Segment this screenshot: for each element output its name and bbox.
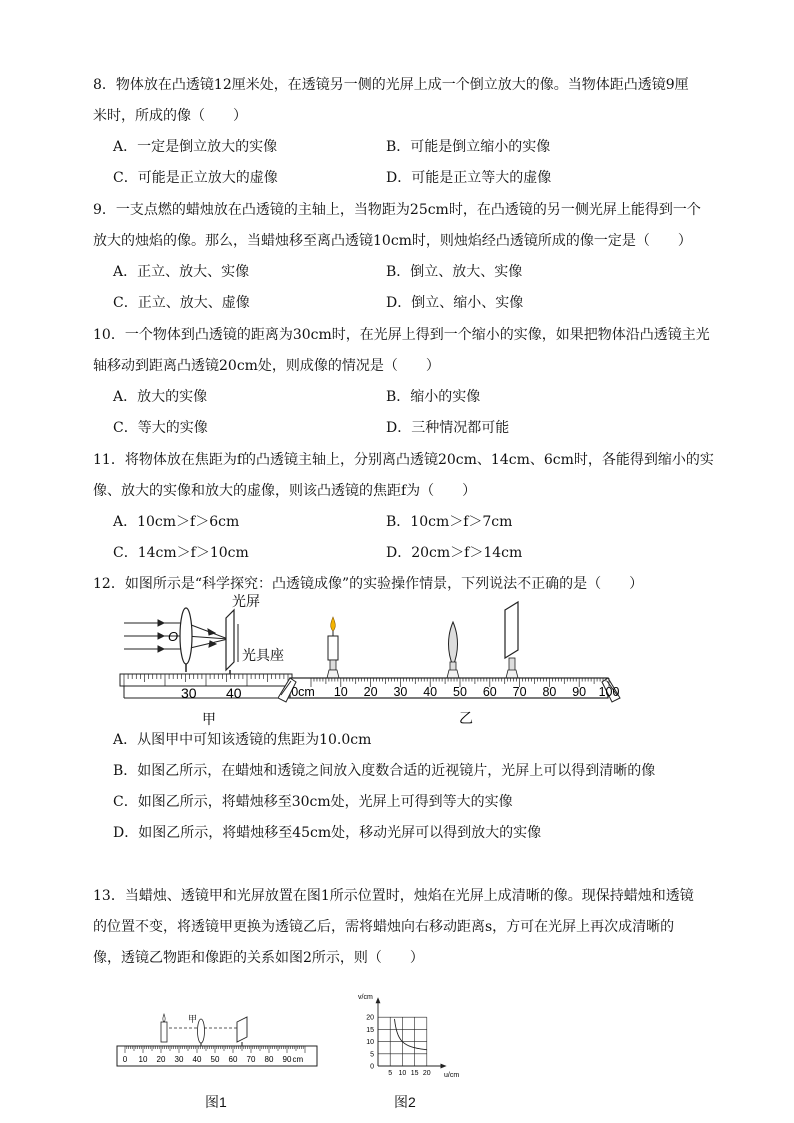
q11-line-2: 像、放大的实像和放大的虚像，则该凸透镜的焦距f为（ ） [93, 483, 477, 499]
q11-option-b: B．10cm＞f＞7cm [386, 514, 513, 530]
q10-option-b: B．缩小的实像 [386, 389, 481, 405]
v-axis-arrow [376, 998, 380, 1003]
figure-12-jia [118, 592, 298, 727]
ruler-tick-40: 40 [226, 685, 242, 701]
bench-tick-label: 70 [512, 685, 527, 699]
bench-tick-label: 0cm [291, 685, 315, 699]
v-tick-label: 5 [370, 1051, 374, 1059]
q9-option-a: A．正立、放大、实像 [113, 264, 250, 280]
ruler-tick-label: 60 [228, 1055, 238, 1064]
q13-line-1: 13．当蜡烛、透镜甲和光屏放置在图1所示位置时，烛焰在光屏上成清晰的像。现保持蜡烛和透镜 [93, 888, 694, 904]
v-tick-label: 10 [366, 1039, 374, 1047]
q8-option-b: B．可能是倒立缩小的实像 [386, 139, 551, 155]
u-tick-label: 20 [422, 1070, 431, 1077]
bench-tick-label: 30 [393, 685, 408, 699]
lens-jia [198, 1019, 205, 1043]
q9-option-d: D．倒立、缩小、实像 [386, 295, 524, 311]
figure-caption-2: 图2 [394, 1094, 416, 1110]
light-screen [226, 610, 234, 670]
ruler-tick-label: 90 [282, 1055, 292, 1064]
u-tick-label: 15 [410, 1070, 419, 1077]
q13-line-3: 像，透镜乙物距和像距的关系如图2所示，则（ ） [93, 950, 424, 966]
q13-line-2: 的位置不变，将透镜甲更换为透镜乙后，需将蜡烛向右移动距离s，方可在光屏上再次成清晰的 [93, 919, 675, 935]
q8-option-a: A．一定是倒立放大的实像 [113, 139, 278, 155]
light-screen [237, 1017, 247, 1042]
ruler-tick-label: 20 [156, 1055, 166, 1064]
optical-center-label: O [168, 629, 179, 644]
candle [161, 1014, 167, 1042]
v-tick-label: 0 [370, 1063, 374, 1071]
v-tick-label: 15 [366, 1026, 374, 1034]
q9-option-b: B．倒立、放大、实像 [386, 264, 523, 280]
q12-option-d: D．如图乙所示，将蜡烛移至45cm处，移动光屏可以得到放大的实像 [113, 825, 542, 841]
bench-tick-label: 20 [363, 685, 378, 699]
q12-option-a: A．从图甲中可知该透镜的焦距为10.0cm [113, 732, 372, 748]
q10-option-d: D．三种情况都可能 [386, 420, 510, 436]
bench-tick-label: 80 [542, 685, 557, 699]
ruler-tick-label: 70 [246, 1055, 256, 1064]
q8-line-2: 米时，所成的像（ ） [93, 108, 247, 124]
ruler-tick-label: 0 [122, 1055, 128, 1064]
ruler-tick-label: 40 [192, 1055, 202, 1064]
bench-tick-label: 40 [423, 685, 438, 699]
q9-line-1: 9．一支点燃的蜡烛放在凸透镜的主轴上，当物距为25cm时，在凸透镜的另一侧光屏上能得到一个 [93, 202, 701, 218]
q11-option-c: C．14cm＞f＞10cm [113, 545, 249, 561]
v-tick-label: 20 [366, 1014, 374, 1022]
figure-caption-jia: 甲 [202, 711, 216, 727]
q12-line-1: 12．如图所示是“科学探究：凸透镜成像”的实验操作情景，下列说法不正确的是（ ） [93, 576, 644, 592]
bench-holders [327, 670, 518, 678]
q11-option-a: A．10cm＞f＞6cm [113, 514, 240, 530]
q8-option-c: C．可能是正立放大的虚像 [113, 170, 278, 186]
u-tick-label: 5 [388, 1070, 393, 1077]
bench-tick-label: 50 [453, 685, 467, 699]
u-v-curve [394, 1019, 426, 1050]
figure-13-2 [352, 992, 472, 1084]
q10-option-c: C．等大的实像 [113, 420, 208, 436]
figure-caption-1: 图1 [205, 1094, 227, 1110]
ruler-tick-label: 10 [138, 1055, 148, 1064]
candle-flame [331, 617, 336, 631]
screen-label: 光屏 [232, 593, 260, 609]
bench-tick-label: 90 [572, 685, 587, 699]
figure-caption-yi: 乙 [459, 710, 473, 726]
q10-option-a: A．放大的实像 [113, 389, 208, 405]
ruler-tick-label: 80 [264, 1055, 274, 1064]
q8-option-d: D．可能是正立等大的虚像 [386, 170, 552, 186]
u-tick-label: 10 [398, 1070, 407, 1077]
light-screen [505, 602, 518, 671]
u-axis-label: u/cm [444, 1072, 460, 1079]
q8-line-1: 8．物体放在凸透镜12厘米处，在透镜另一侧的光屏上成一个倒立放大的像。当物体距凸透镜9厘 [93, 77, 689, 93]
ruler-tick-label: 30 [174, 1055, 184, 1064]
figure-13-1 [114, 1008, 324, 1072]
q11-line-1: 11．将物体放在焦距为f的凸透镜主轴上，分别离凸透镜20cm、14cm、6cm时，各能得到缩小的实 [93, 452, 714, 468]
bench-tick-label: 10 [333, 685, 348, 699]
v-axis-label: v/cm [358, 994, 373, 1001]
lens-label: 甲 [188, 1014, 198, 1024]
q9-line-2: 放大的烛焰的像。那么，当蜡烛移至离凸透镜10cm时，则烛焰经凸透镜所成的像一定是（ ） [93, 233, 692, 249]
q11-option-d: D．20cm＞f＞14cm [386, 545, 523, 561]
figure-12-yi [278, 600, 632, 728]
convex-lens [180, 608, 192, 664]
q10-line-2: 轴移动到距离凸透镜20cm处，则成像的情况是（ ） [93, 358, 440, 374]
q9-option-c: C．正立、放大、虚像 [113, 295, 250, 311]
ruler-tick-label: cm [292, 1055, 304, 1064]
bench-tick-label: 60 [482, 685, 497, 699]
ruler-tick-30: 30 [181, 685, 197, 701]
q12-option-b: B．如图乙所示，在蜡烛和透镜之间放入度数合适的近视镜片，光屏上可以得到清晰的像 [113, 763, 656, 779]
bench-tick-label: 100 [598, 685, 620, 699]
bench-label: 光具座 [242, 647, 284, 663]
q12-option-c: C．如图乙所示，将蜡烛移至30cm处，光屏上可得到等大的实像 [113, 794, 513, 810]
u-axis-arrow [441, 1064, 446, 1068]
ruler-tick-label: 50 [210, 1055, 220, 1064]
candle [328, 617, 338, 670]
q10-line-1: 10．一个物体到凸透镜的距离为30cm时，在光屏上得到一个缩小的实像，如果把物体沿凸透镜主光 [93, 327, 710, 343]
lens-on-stand [449, 622, 458, 672]
